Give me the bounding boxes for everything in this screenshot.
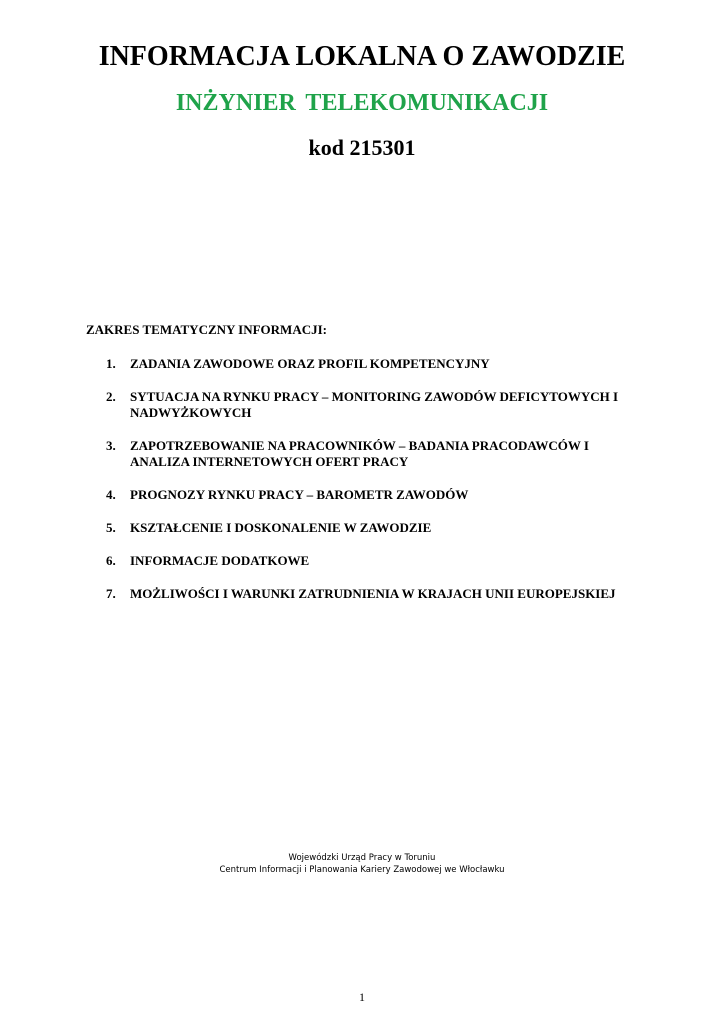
scope-item-text: KSZTAŁCENIE I DOSKONALENIE W ZAWODZIE [130, 520, 432, 535]
scope-item-5 [86, 520, 638, 536]
scope-item-2 [86, 389, 638, 421]
scope-heading: ZAKRES TEMATYCZNY INFORMACJI: [86, 322, 327, 337]
scope-item-text: MOŻLIWOŚCI I WARUNKI ZATRUDNIENIA W KRAJACH UNII EUROPEJSKIEJ [130, 586, 616, 601]
footer-department: Centrum Informacji i Planowania Kariery Zawodowej we Włocławku [219, 865, 505, 875]
scope-item-text: INFORMACJE DODATKOWE [130, 553, 310, 568]
page-footer [0, 852, 724, 876]
scope-item-number: 5. [106, 520, 116, 535]
scope-item-1 [86, 356, 638, 372]
footer-institution: Wojewódzki Urząd Pracy w Toruniu [288, 853, 436, 863]
page-number: 1 [359, 990, 365, 1004]
document-title: INFORMACJA LOKALNA O ZAWODZIE [98, 41, 626, 72]
scope-item-6 [86, 553, 638, 569]
occupation-name: INŻYNIER TELEKOMUNIKACJI [175, 90, 549, 116]
scope-item-number: 2. [106, 389, 116, 404]
scope-item-number: 3. [106, 438, 116, 453]
scope-item-number: 4. [106, 487, 116, 502]
scope-list [86, 356, 638, 619]
scope-item-text: PROGNOZY RYNKU PRACY – BAROMETR ZAWODÓW [130, 487, 469, 502]
scope-item-number: 1. [106, 356, 116, 371]
scope-item-3 [86, 438, 638, 470]
occupation-code: kod 215301 [308, 135, 416, 160]
scope-item-4 [86, 487, 638, 503]
scope-item-text: ZADANIA ZAWODOWE ORAZ PROFIL KOMPETENCYJNY [130, 356, 490, 371]
scope-item-7 [86, 586, 638, 602]
scope-item-text: ZAPOTRZEBOWANIE NA PRACOWNIKÓW – BADANIA PRACODAWCÓW I ANALIZA INTERNETOWYCH OFERT PRACY [130, 438, 589, 469]
scope-item-number: 6. [106, 553, 116, 568]
scope-item-text: SYTUACJA NA RYNKU PRACY – MONITORING ZAWODÓW DEFICYTOWYCH I NADWYŻKOWYCH [130, 389, 619, 420]
scope-item-number: 7. [106, 586, 116, 601]
